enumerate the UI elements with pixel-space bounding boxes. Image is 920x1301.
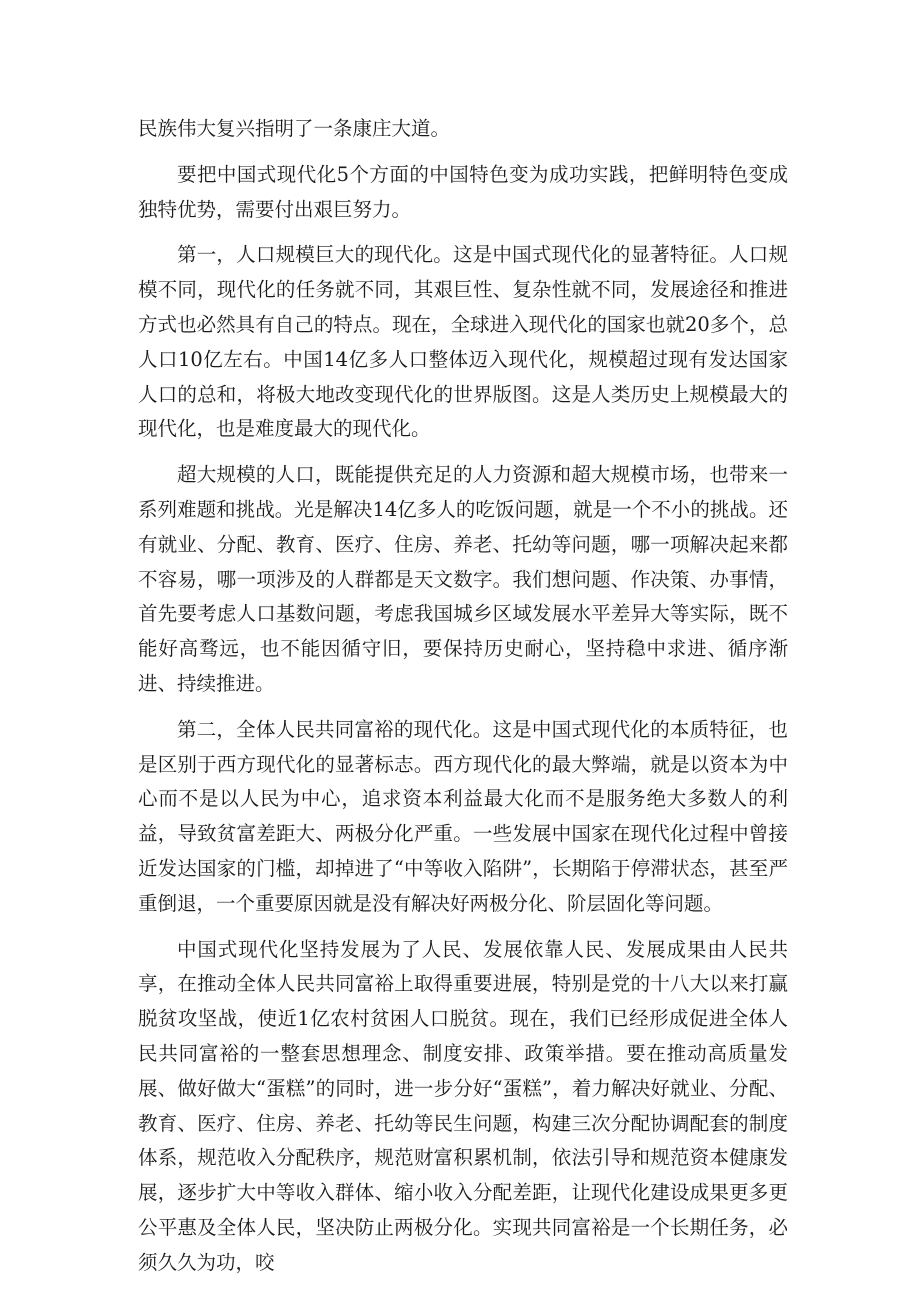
paragraph-common-prosperity: 第二，全体人民共同富裕的现代化。这是中国式现代化的本质特征，也是区别于西方现代化的显著标志。西方现代化的最大弊端，就是以资本为中心而不是以人民为中心，追求资本利益最大化而不是服务绝大多数人的利益，导致贫富差距大、两极分化严重。一些发展中国家在现代化过程中曾接近发达国家的门槛，却掉进了“中等收入陷阱”，长期陷于停滞状态，甚至严重倒退，一个重要原因就是没有解决好两极分化、阶层固化等问题。 [138,717,788,915]
paragraph-population-challenges: 超大规模的人口，既能提供充足的人力资源和超大规模市场，也带来一系列难题和挑战。光是解决14亿多人的吃饭问题，就是一个不小的挑战。还有就业、分配、教育、医疗、住房、养老、托幼等问题，哪一项解决起来都不容易，哪一项涉及的人群都是天文数字。我们想问题、作决策、办事情，首先要考虑人口基数问题，考虑我国城乡区域发展水平差异大等实际，既不能好高骛远，也不能因循守旧，要保持历史耐心，坚持稳中求进、循序渐进、持续推进。 [138,463,788,695]
paragraph-prosperity-measures: 中国式现代化坚持发展为了人民、发展依靠人民、发展成果由人民共享，在推动全体人民共同富裕上取得重要进展，特别是党的十八大以来打赢脱贫攻坚战，使近1亿农村贫困人口脱贫。现在，我们已经形成促进全体人民共同富裕的一整套思想理念、制度安排、政策举措。要在推动高质量发展、做好做大“蛋糕”的同时，进一步分好“蛋糕”，着力解决好就业、分配、教育、医疗、住房、养老、托幼等民生问题，构建三次分配协调配套的制度体系，规范收入分配秩序，规范财富积累机制，依法引导和规范资本健康发展，逐步扩大中等收入群体、缩小收入分配差距，让现代化建设成果更多更公平惠及全体人民，坚决防止两极分化。实现共同富裕是一个长期任务，必须久久为功，咬 [138,937,788,1274]
paragraph-continuation: 民族伟大复兴指明了一条康庄大道。 [138,117,451,140]
paragraph-intro: 要把中国式现代化5个方面的中国特色变为成功实践，把鲜明特色变成独特优势，需要付出艰巨努力。 [138,162,788,221]
document-body [138,112,788,1281]
paragraph-population-scale: 第一，人口规模巨大的现代化。这是中国式现代化的显著特征。人口规模不同，现代化的任务就不同，其艰巨性、复杂性就不同，发展途径和推进方式也必然具有自己的特点。现在，全球进入现代化的国家也就20多个，总人口10亿左右。中国14亿多人口整体迈入现代化，规模超过现有发达国家人口的总和，将极大地改变现代化的世界版图。这是人类历史上规模最大的现代化，也是难度最大的现代化。 [138,243,788,441]
